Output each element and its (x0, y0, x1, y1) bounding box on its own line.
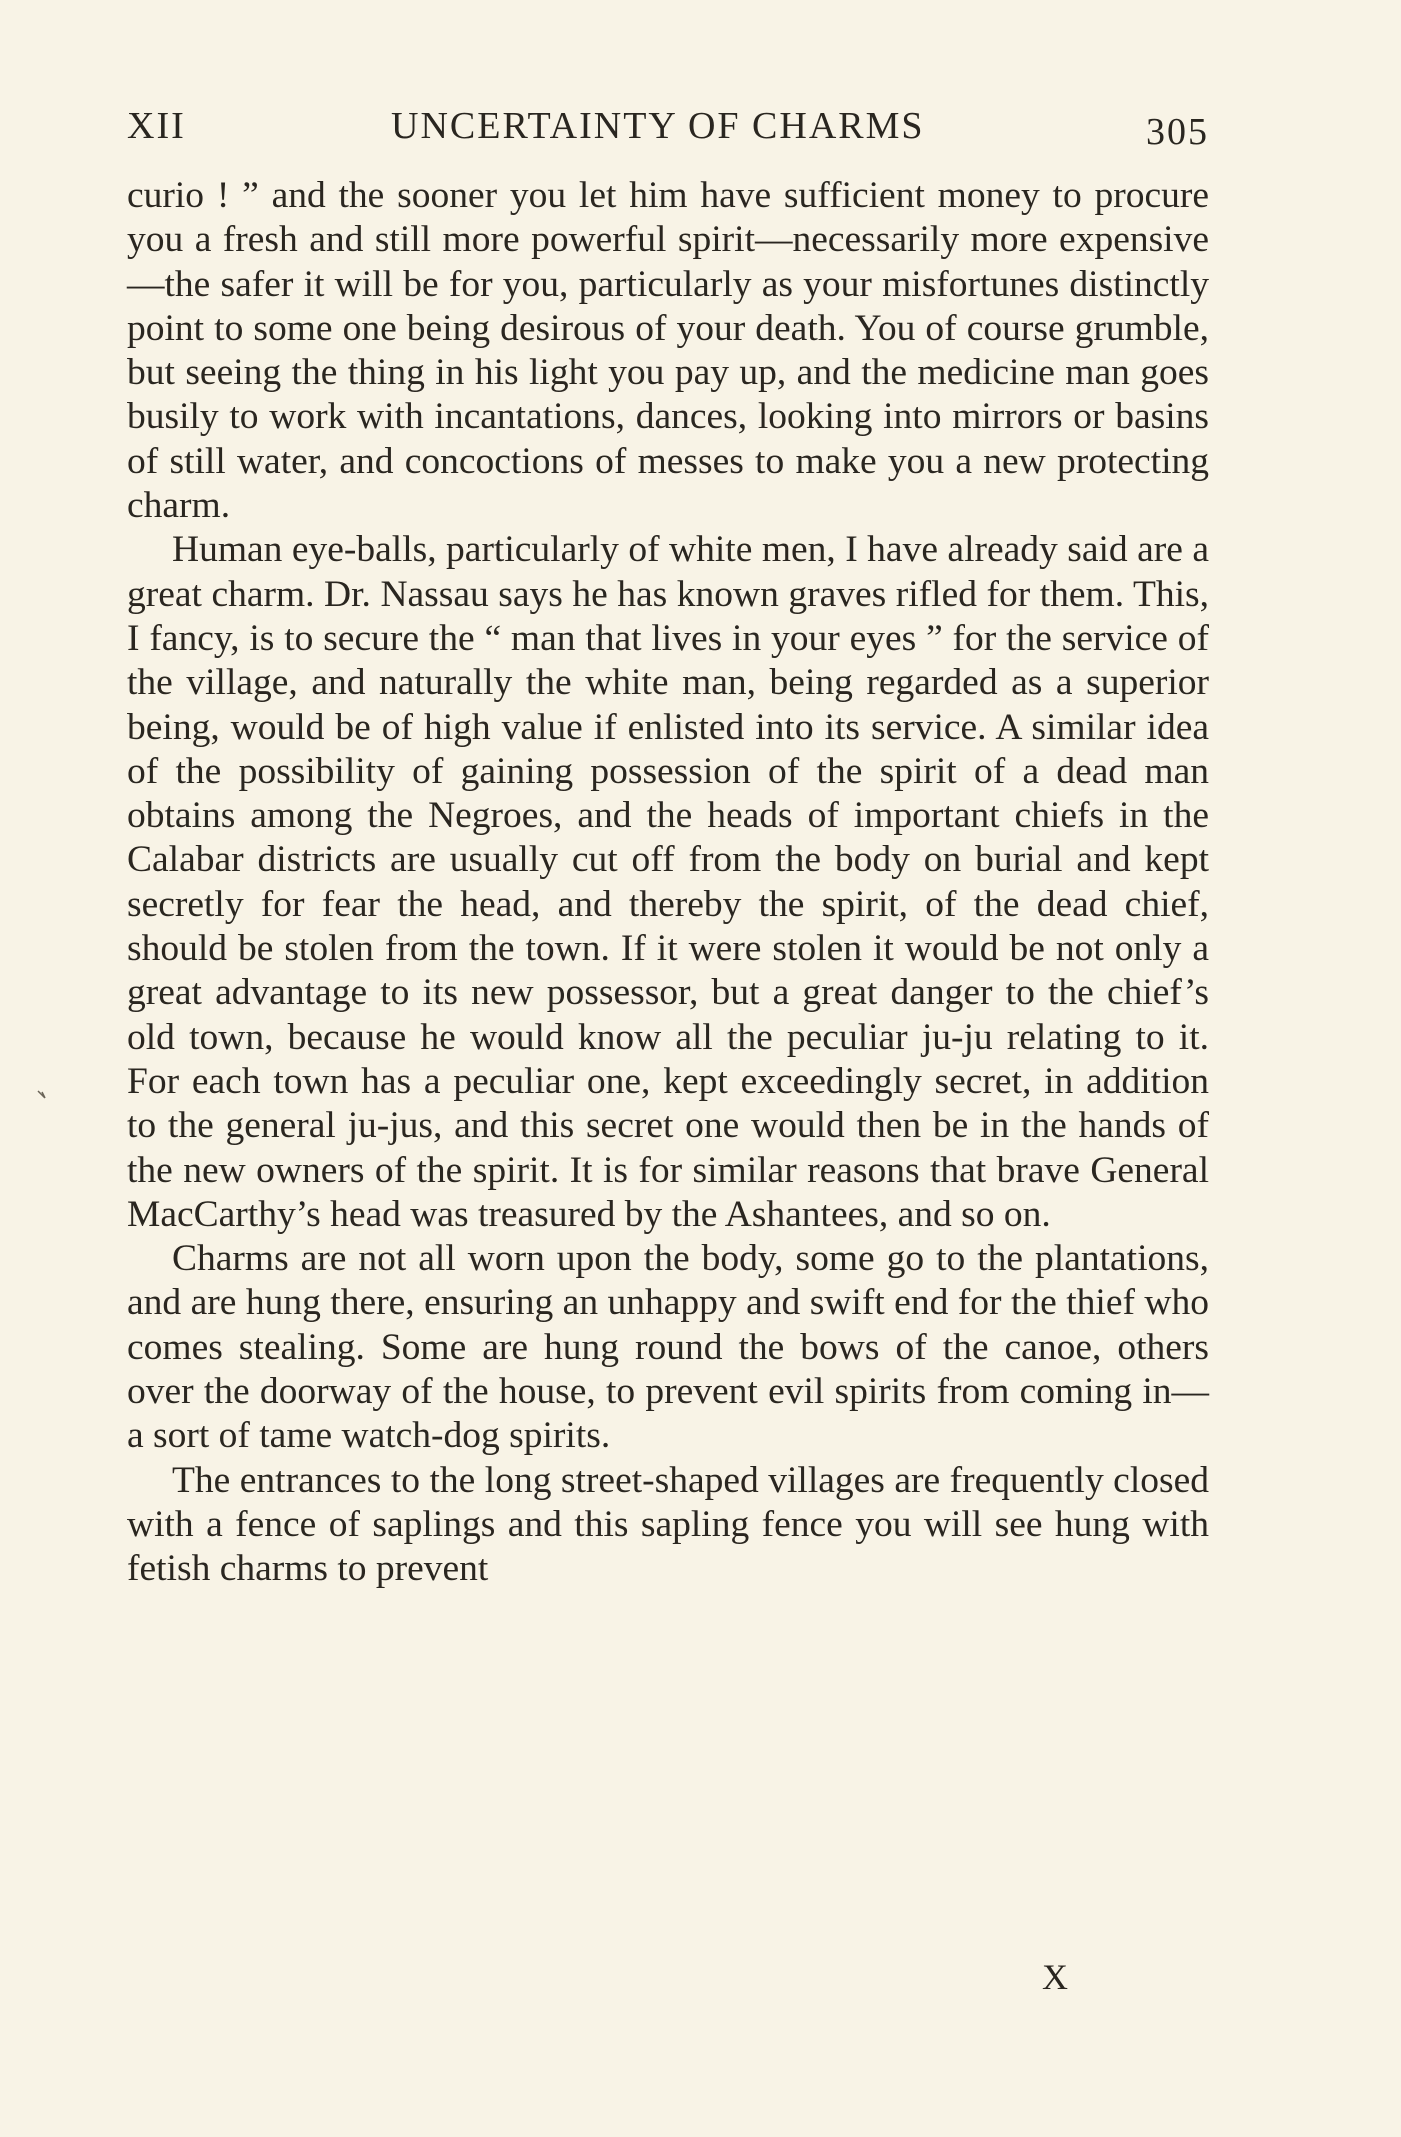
chapter-number: XII (127, 105, 186, 147)
signature-mark: X (1042, 1957, 1068, 1997)
page-number: 305 (1146, 111, 1209, 153)
body-text (127, 174, 1209, 1592)
stray-ink-mark (37, 1090, 47, 1100)
paragraph-eye-balls: Human eye-balls, particularly of white men, I have already said are a great charm. Dr. Nassau says he has known graves rifled for them. This, I fancy, is to secure the “ man that lives in your eyes ” for the service of the village, and naturally the white man, being regarded as a superior being, would be of high value if enlisted into its service. A similar idea of the possibility of gaining possession of the spirit of a dead man obtains among the Negroes, and the heads of important chiefs in the Calabar districts are usually cut off from the body on burial and kept secretly for fear the head, and thereby the spirit, of the dead chief, should be stolen from the town. If it were stolen it would be not only a great advantage to its new possessor, but a great danger to the chief’s old town, because he would know all the peculiar ju-ju relating to it. For each town has a peculiar one, kept exceedingly secret, in addition to the general ju-jus, and this secret one would then be in the hands of the new owners of the spirit. It is for similar reasons that brave General MacCarthy’s head was treasured by the Ashantees, and so on. (127, 529, 1209, 1235)
paragraph-village-entrances: The entrances to the long street-shaped villages are frequently closed with a fence of saplings and this sapling fence you will see hung with fetish charms to prevent (127, 1459, 1209, 1590)
paragraph-continued: curio ! ” and the sooner you let him have sufficient money to procure you a fresh and still more powerful spirit—necessarily more expensive—the safer it will be for you, particularly as your misfortunes distinctly point to some one being desirous of your death. You of course grumble, but seeing the thing in his light you pay up, and the medicine man goes busily to work with incantations, dances, looking into mirrors or basins of still water, and concoctions of messes to make you a new protecting charm. (127, 175, 1209, 527)
paragraph-charms-plantations: Charms are not all worn upon the body, some go to the plantations, and are hung there, ensuring an unhappy and swift end for the thief who comes stealing. Some are hung round the bows of the canoe, others over the doorway of the house, to prevent evil spirits from coming in—a sort of tame watch-dog spirits. (127, 1238, 1209, 1457)
running-title: UNCERTAINTY OF CHARMS (391, 105, 925, 147)
running-head (127, 102, 1209, 153)
